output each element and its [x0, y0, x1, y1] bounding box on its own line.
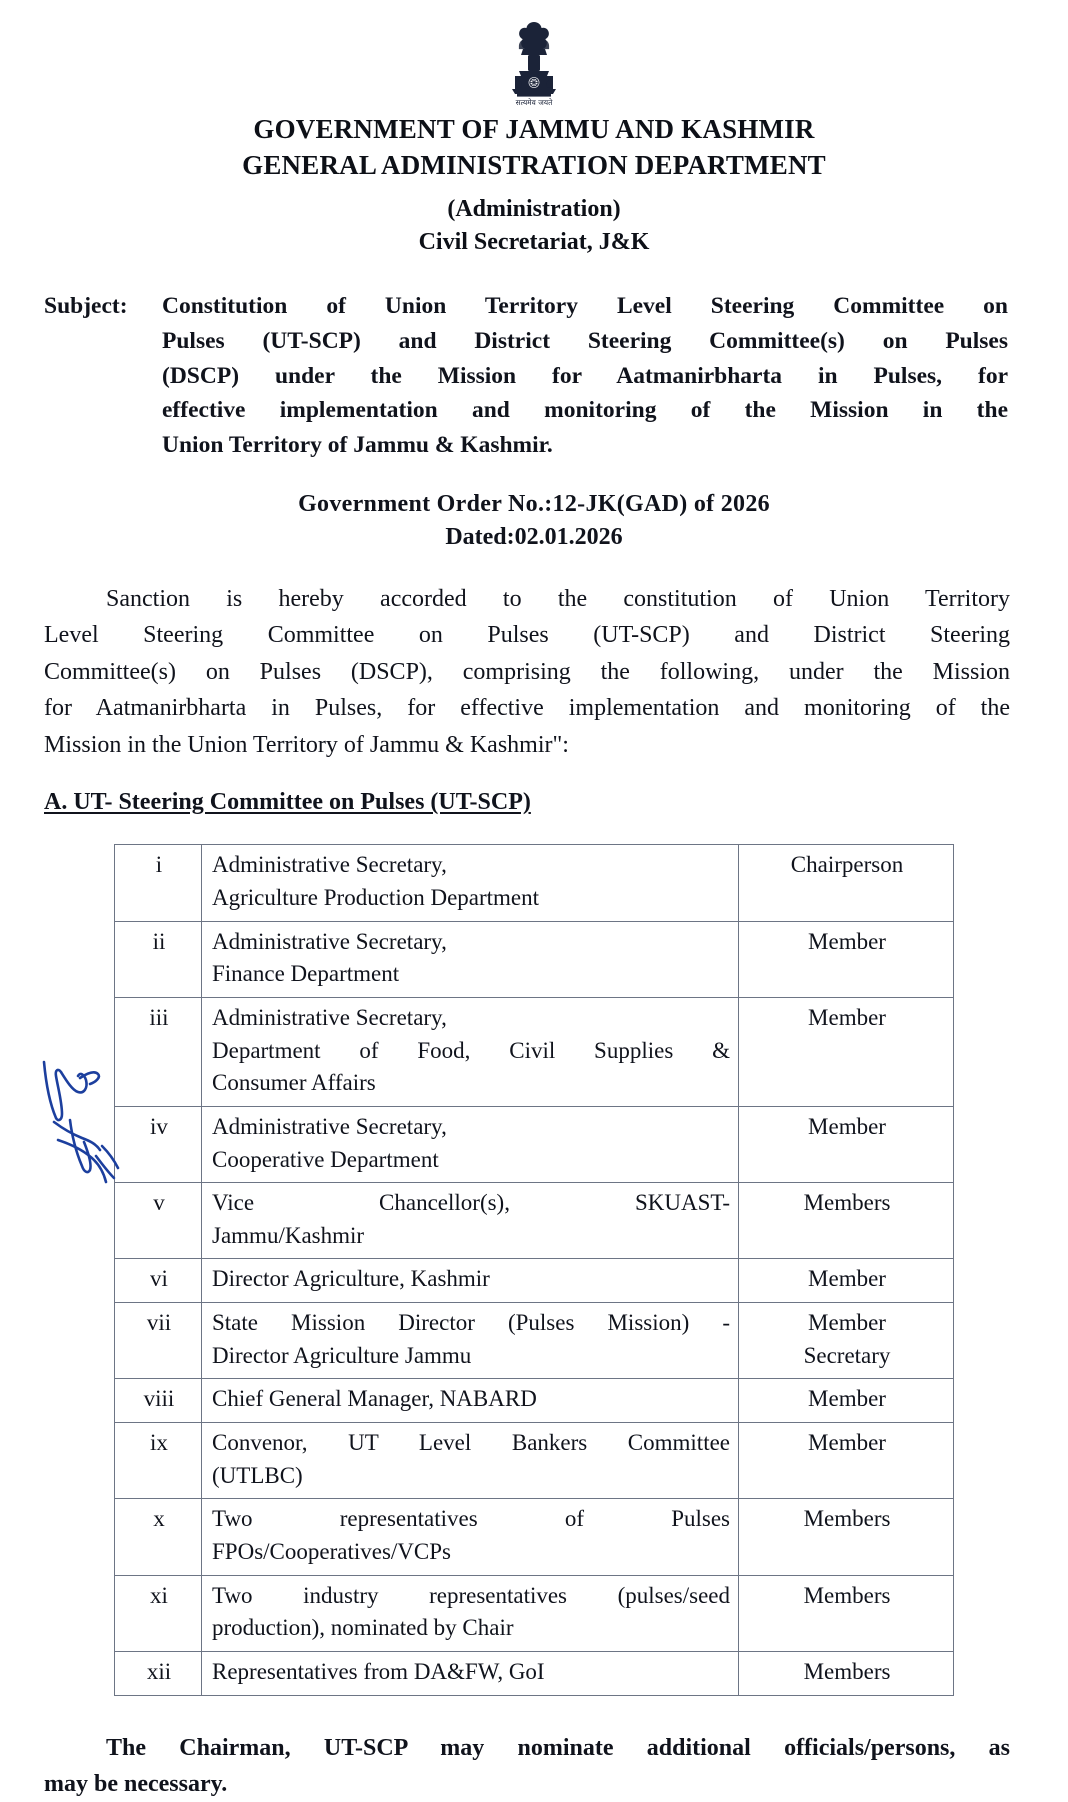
- row-role: [739, 1379, 954, 1423]
- designation-line: Two industry representatives (pulses/seed: [212, 1582, 730, 1608]
- designation-line: Administrative Secretary,: [212, 1113, 447, 1139]
- table-row: [115, 997, 954, 1106]
- designation-line: Finance Department: [212, 961, 400, 987]
- table-row: [115, 1423, 954, 1499]
- closing-line: [44, 1730, 1010, 1766]
- table-row: [115, 1379, 954, 1423]
- designation-line: production), nominated by Chair: [212, 1615, 514, 1641]
- table-row: [115, 1652, 954, 1696]
- table-row: [115, 921, 954, 997]
- row-number: i: [115, 845, 202, 921]
- row-role: [739, 845, 954, 921]
- body-line: [44, 581, 1010, 617]
- row-number: ix: [115, 1423, 202, 1499]
- designation-line: Administrative Secretary,: [212, 928, 447, 954]
- sanction-paragraph: [44, 581, 1010, 763]
- role-line: Member: [808, 928, 886, 954]
- emblem-motto-text: सत्यमेव जयते: [515, 98, 553, 107]
- table-row: [115, 1575, 954, 1651]
- header-line-department: GENERAL ADMINISTRATION DEPARTMENT: [242, 149, 826, 180]
- row-number: v: [115, 1183, 202, 1259]
- header-line-government: GOVERNMENT OF JAMMU AND KASHMIR: [253, 114, 815, 144]
- document-header: [0, 112, 1068, 259]
- designation-line: Administrative Secretary,: [212, 1004, 447, 1030]
- designation-line: Director Agriculture Jammu: [212, 1342, 472, 1368]
- role-line: Secretary: [803, 1342, 891, 1368]
- table-row: [115, 1259, 954, 1303]
- subject-text: [162, 289, 1008, 462]
- section-a-heading: A. UT- Steering Committee on Pulses (UT-SCP): [44, 789, 531, 816]
- body-line: for Aatmanirbharta in Pulses, for effective implementation and monitoring of the: [44, 695, 1010, 722]
- subject-line: Constitution of Union Territory Level Steering Committee on: [162, 293, 1008, 320]
- government-order-date: Dated:02.01.2026: [445, 523, 623, 550]
- row-designation: [202, 845, 739, 921]
- closing-line-text: The Chairman, UT-SCP may nominate additional officials/persons, as: [106, 1734, 1010, 1761]
- closing-line: may be necessary.: [44, 1770, 228, 1797]
- body-line: Committee(s) on Pulses (DSCP), comprising the following, under the Mission: [44, 658, 1010, 685]
- role-line: Members: [803, 1582, 891, 1608]
- header-line-secretariat: Civil Secretariat, J&K: [418, 229, 650, 256]
- subject-line: effective implementation and monitoring of the Mission in the: [162, 397, 1008, 424]
- row-number: xii: [115, 1652, 202, 1696]
- designation-line: Director Agriculture, Kashmir: [212, 1266, 490, 1292]
- designation-line: Representatives from DA&FW, GoI: [212, 1659, 545, 1685]
- subject-label: Subject:: [44, 293, 128, 320]
- row-role: [739, 997, 954, 1106]
- row-role: [739, 1183, 954, 1259]
- body-line: Mission in the Union Territory of Jammu & Kashmir":: [44, 731, 569, 758]
- row-role: [739, 1652, 954, 1696]
- designation-line: Convenor, UT Level Bankers Committee: [212, 1430, 730, 1456]
- designation-line: Two representatives of Pulses: [212, 1506, 730, 1532]
- role-line: Member: [808, 1113, 886, 1139]
- row-designation: [202, 997, 739, 1106]
- row-number: xi: [115, 1575, 202, 1651]
- row-role: [739, 1575, 954, 1651]
- order-identification: [0, 488, 1068, 553]
- header-line-administration: (Administration): [447, 196, 621, 223]
- designation-line: Cooperative Department: [212, 1146, 439, 1172]
- row-designation: [202, 1106, 739, 1182]
- row-role: [739, 1259, 954, 1303]
- row-number: vi: [115, 1259, 202, 1303]
- subject-line: (DSCP) under the Mission for Aatmanirbharta in Pulses, for: [162, 362, 1008, 389]
- row-designation: [202, 1379, 739, 1423]
- row-number: ii: [115, 921, 202, 997]
- section-a-heading-wrap: [0, 763, 1068, 816]
- row-designation: [202, 1652, 739, 1696]
- government-order-number: Government Order No.:12-JK(GAD) of 2026: [298, 491, 770, 518]
- role-line: Member: [808, 1004, 886, 1030]
- closing-paragraph: [44, 1730, 1010, 1802]
- subject-block: [44, 289, 1008, 462]
- designation-line: FPOs/Cooperatives/VCPs: [212, 1539, 451, 1565]
- role-line: Members: [803, 1190, 891, 1216]
- role-line: Member: [808, 1386, 886, 1412]
- designation-line: Vice Chancellor(s), SKUAST-: [212, 1190, 730, 1216]
- role-line: Chairperson: [790, 852, 904, 878]
- designation-line: Administrative Secretary,: [212, 852, 447, 878]
- emblem-container: [0, 0, 1068, 110]
- committee-table: [114, 844, 954, 1695]
- subject-line: Union Territory of Jammu & Kashmir.: [162, 431, 553, 458]
- table-row: [115, 1106, 954, 1182]
- designation-line: (UTLBC): [212, 1462, 303, 1488]
- table-row: [115, 1183, 954, 1259]
- row-role: [739, 1423, 954, 1499]
- role-line: Member: [808, 1310, 886, 1336]
- designation-line: Department of Food, Civil Supplies &: [212, 1037, 730, 1063]
- table-row: [115, 1303, 954, 1379]
- body-line: Level Steering Committee on Pulses (UT-SCP) and District Steering: [44, 622, 1010, 649]
- row-role: [739, 921, 954, 997]
- row-designation: [202, 1303, 739, 1379]
- row-role: [739, 1106, 954, 1182]
- committee-table-body: [115, 845, 954, 1695]
- designation-line: Agriculture Production Department: [212, 884, 540, 910]
- committee-table-wrap: [0, 844, 1068, 1695]
- body-line-text: Sanction is hereby accorded to the constitution of Union Territory: [106, 585, 1010, 612]
- row-number: vii: [115, 1303, 202, 1379]
- state-emblem-icon: [495, 18, 573, 108]
- table-row: [115, 845, 954, 921]
- role-line: Member: [808, 1266, 886, 1292]
- table-row: [115, 1499, 954, 1575]
- row-number: viii: [115, 1379, 202, 1423]
- row-role: [739, 1303, 954, 1379]
- role-line: Members: [803, 1659, 891, 1685]
- designation-line: Chief General Manager, NABARD: [212, 1386, 537, 1412]
- subject-line: Pulses (UT-SCP) and District Steering Committee(s) on Pulses: [162, 328, 1008, 354]
- role-line: Member: [808, 1430, 886, 1456]
- row-number: x: [115, 1499, 202, 1575]
- row-number: iv: [115, 1106, 202, 1182]
- role-line: Members: [803, 1506, 891, 1532]
- designation-line: Jammu/Kashmir: [212, 1222, 365, 1248]
- row-designation: [202, 1499, 739, 1575]
- row-designation: [202, 1423, 739, 1499]
- row-designation: [202, 1183, 739, 1259]
- designation-line: Consumer Affairs: [212, 1070, 376, 1096]
- row-number: iii: [115, 997, 202, 1106]
- designation-line: State Mission Director (Pulses Mission) -: [212, 1310, 730, 1336]
- row-designation: [202, 921, 739, 997]
- row-designation: [202, 1575, 739, 1651]
- row-designation: [202, 1259, 739, 1303]
- row-role: [739, 1499, 954, 1575]
